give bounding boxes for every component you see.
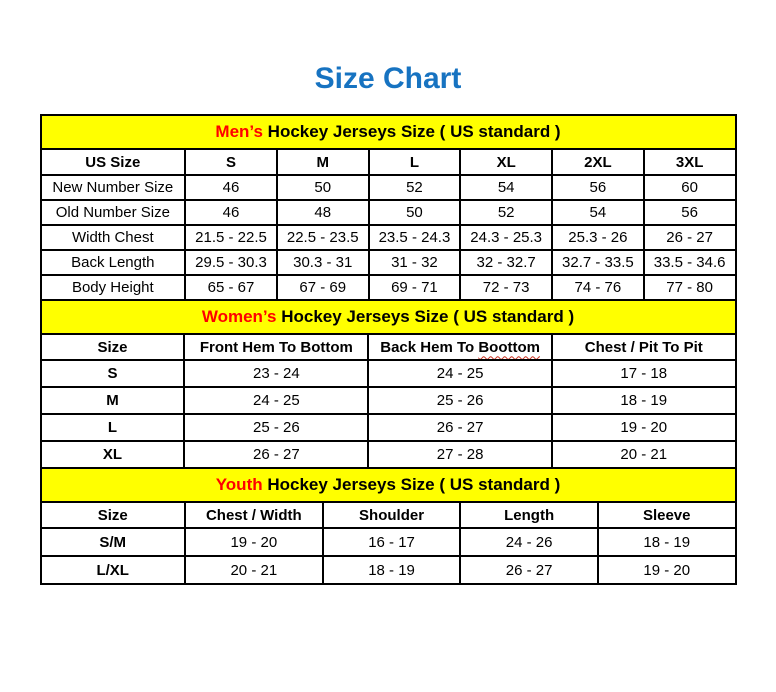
column-header: Length [460, 502, 598, 528]
size-chart-tables [40, 114, 737, 585]
youth-header-row [41, 502, 736, 528]
value-cell: 32.7 - 33.5 [552, 250, 644, 275]
youth-section-band [41, 468, 736, 502]
value-cell: 46 [185, 175, 277, 200]
value-cell: 18 - 19 [598, 528, 736, 556]
mens-header-row [41, 149, 736, 175]
row-label: Body Height [41, 275, 186, 300]
column-header: Shoulder [323, 502, 461, 528]
column-header: XL [460, 149, 552, 175]
value-cell: 32 - 32.7 [460, 250, 552, 275]
column-header: Chest / Width [185, 502, 323, 528]
value-cell: 30.3 - 31 [277, 250, 369, 275]
value-cell: 24 - 25 [184, 387, 368, 414]
value-cell: 52 [460, 200, 552, 225]
mens-title-text: Hockey Jerseys Size ( US standard ) [262, 122, 561, 141]
row-label: L [41, 414, 185, 441]
value-cell: 50 [369, 200, 461, 225]
value-cell: 33.5 - 34.6 [644, 250, 736, 275]
table-row [41, 556, 736, 584]
womens-section-band [41, 300, 736, 334]
table-row [41, 200, 736, 225]
column-header: M [277, 149, 369, 175]
womens-size-table [40, 299, 737, 469]
table-row [41, 175, 736, 200]
row-label: L/XL [41, 556, 185, 584]
row-label: Old Number Size [41, 200, 186, 225]
value-cell: 19 - 20 [185, 528, 323, 556]
value-cell: 18 - 19 [323, 556, 461, 584]
value-cell: 25 - 26 [368, 387, 552, 414]
value-cell: 19 - 20 [552, 414, 735, 441]
value-cell: 17 - 18 [552, 360, 735, 387]
value-cell: 21.5 - 22.5 [185, 225, 277, 250]
value-cell: 54 [460, 175, 552, 200]
column-header: L [369, 149, 461, 175]
value-cell: 24.3 - 25.3 [460, 225, 552, 250]
value-cell: 69 - 71 [369, 275, 461, 300]
value-cell: 77 - 80 [644, 275, 736, 300]
misspelled-word: Boottom [478, 338, 540, 356]
row-label: Back Length [41, 250, 186, 275]
table-row [41, 360, 736, 387]
column-header: 2XL [552, 149, 644, 175]
value-cell: 50 [277, 175, 369, 200]
value-cell: 24 - 26 [460, 528, 598, 556]
row-label: Width Chest [41, 225, 186, 250]
table-row [41, 250, 736, 275]
value-cell: 16 - 17 [323, 528, 461, 556]
value-cell: 31 - 32 [369, 250, 461, 275]
value-cell: 19 - 20 [598, 556, 736, 584]
value-cell: 60 [644, 175, 736, 200]
column-header: 3XL [644, 149, 736, 175]
column-header: Front Hem To Bottom [184, 334, 368, 360]
value-cell: 46 [185, 200, 277, 225]
value-cell: 72 - 73 [460, 275, 552, 300]
value-cell: 48 [277, 200, 369, 225]
column-header: Size [41, 502, 185, 528]
value-cell: 20 - 21 [552, 441, 735, 468]
table-row [41, 275, 736, 300]
youth-title-keyword: Youth [215, 475, 263, 494]
value-cell: 29.5 - 30.3 [185, 250, 277, 275]
value-cell: 65 - 67 [185, 275, 277, 300]
page-title: Size Chart [314, 62, 462, 95]
value-cell: 56 [644, 200, 736, 225]
value-cell: 52 [369, 175, 461, 200]
youth-size-table [40, 467, 737, 585]
value-cell: 26 - 27 [184, 441, 368, 468]
row-label: XL [41, 441, 185, 468]
column-header: Size [41, 334, 185, 360]
value-cell: 24 - 25 [368, 360, 552, 387]
row-label: S/M [41, 528, 185, 556]
table-row [41, 225, 736, 250]
value-cell: 27 - 28 [368, 441, 552, 468]
mens-section-title [41, 115, 736, 149]
value-cell: 23 - 24 [184, 360, 368, 387]
value-cell: 22.5 - 23.5 [277, 225, 369, 250]
column-header: Chest / Pit To Pit [552, 334, 735, 360]
row-label: M [41, 387, 185, 414]
value-cell: 26 - 27 [644, 225, 736, 250]
womens-header-row [41, 334, 736, 360]
mens-section-band [41, 115, 736, 149]
womens-title-keyword: Women’s [201, 307, 277, 326]
column-header: US Size [41, 149, 186, 175]
youth-section-title [41, 468, 736, 502]
value-cell: 23.5 - 24.3 [369, 225, 461, 250]
row-label: S [41, 360, 185, 387]
youth-title-text: Hockey Jerseys Size ( US standard ) [262, 475, 561, 494]
value-cell: 25.3 - 26 [552, 225, 644, 250]
row-label: New Number Size [41, 175, 186, 200]
value-cell: 74 - 76 [552, 275, 644, 300]
value-cell: 20 - 21 [185, 556, 323, 584]
table-row [41, 387, 736, 414]
table-row [41, 441, 736, 468]
value-cell: 56 [552, 175, 644, 200]
mens-size-table [40, 114, 737, 301]
table-row [41, 528, 736, 556]
womens-title-text: Hockey Jerseys Size ( US standard ) [276, 307, 575, 326]
mens-title-keyword: Men’s [215, 122, 263, 141]
table-row [41, 414, 736, 441]
value-cell: 67 - 69 [277, 275, 369, 300]
column-header: Sleeve [598, 502, 736, 528]
value-cell: 26 - 27 [460, 556, 598, 584]
value-cell: 18 - 19 [552, 387, 735, 414]
value-cell: 26 - 27 [368, 414, 552, 441]
column-header: Back Hem To Boottom [368, 334, 552, 360]
value-cell: 54 [552, 200, 644, 225]
value-cell: 25 - 26 [184, 414, 368, 441]
column-header: S [185, 149, 277, 175]
womens-section-title [41, 300, 736, 334]
